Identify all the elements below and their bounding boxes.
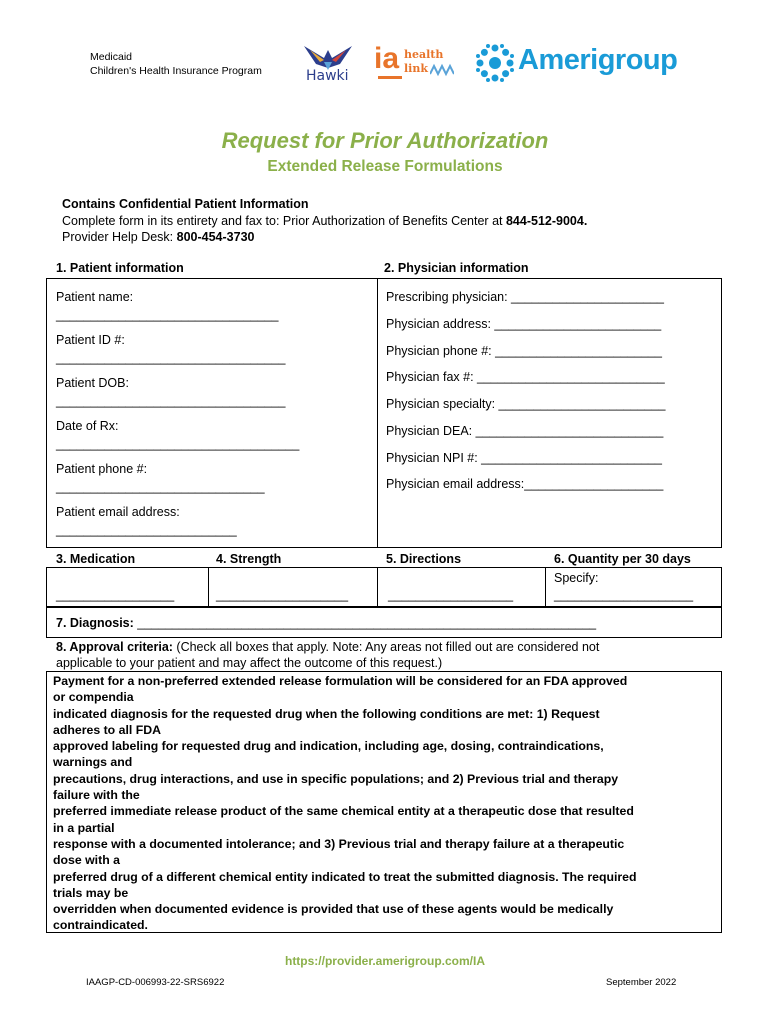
criteria-line: overridden when documented evidence is provided that use of these agents would be medically — [53, 902, 614, 917]
date-of-rx-field[interactable]: ___________________________________ — [56, 437, 300, 451]
medication-field[interactable]: _________________ — [56, 588, 175, 602]
physician-fax-field[interactable]: Physician fax #: ___________________________ — [386, 370, 665, 384]
patient-email-label: Patient email address: — [56, 505, 180, 519]
patient-dob-label: Patient DOB: — [56, 376, 129, 390]
physician-specialty-field[interactable]: Physician specialty: ________________________ — [386, 397, 666, 411]
amerigroup-logo — [474, 38, 684, 86]
physician-npi-field[interactable]: Physician NPI #: __________________________ — [386, 451, 662, 465]
criteria-line: indicated diagnosis for the requested drug when the following conditions are met: 1) Request — [53, 706, 600, 721]
criteria-line: response with a documented intolerance; and 3) Previous trial and therapy failure at a therapeutic — [53, 836, 625, 851]
program-line-2: Children's Health Insurance Program — [90, 65, 262, 77]
medication-heading: 3. Medication — [56, 552, 136, 566]
patient-id-label: Patient ID #: — [56, 333, 125, 347]
diagnosis-row — [56, 616, 596, 630]
form-title: Request for Prior Authorization — [221, 128, 549, 153]
approval-note-1: (Check all boxes that apply. Note: Any areas not filled out are considered not — [172, 640, 600, 654]
fax-number: 844-512-9004. — [505, 213, 588, 228]
patient-phone-field[interactable]: ______________________________ — [56, 480, 265, 494]
ia-text: ia — [374, 42, 400, 75]
quantity-heading: 6. Quantity per 30 days — [554, 552, 691, 566]
ia-wave-icon — [430, 62, 454, 78]
amerigroup-text: Amerigroup — [518, 44, 678, 76]
hawki-text: Hawki — [306, 68, 349, 84]
physician-info-heading: 2. Physician information — [384, 261, 529, 275]
patient-info-heading: 1. Patient information — [56, 261, 184, 275]
quantity-field[interactable]: ____________________ — [554, 588, 694, 602]
form-date: September 2022 — [606, 977, 677, 988]
criteria-line: approved labeling for requested drug and indication, including age, dosing, contraindications, — [53, 739, 604, 754]
patient-email-field[interactable]: __________________________ — [56, 523, 237, 537]
hawki-logo — [300, 42, 356, 86]
directions-field[interactable]: __________________ — [388, 588, 514, 602]
physician-phone-field[interactable]: Physician phone #: ________________________ — [386, 344, 662, 358]
strength-field[interactable]: ___________________ — [216, 588, 349, 602]
form-code: IAAGP-CD-006993-22-SRS6922 — [86, 977, 225, 988]
criteria-line: adheres to all FDA — [53, 722, 161, 737]
approval-criteria-intro — [56, 639, 599, 671]
patient-name-field[interactable]: ________________________________ — [56, 308, 279, 322]
physician-email-field[interactable]: Physician email address:____________________ — [386, 477, 664, 491]
diagnosis-label: 7. Diagnosis: — [56, 616, 134, 630]
ia-sub-health: health — [404, 48, 444, 61]
criteria-line: warnings and — [53, 755, 133, 770]
intro-block — [62, 196, 587, 246]
criteria-line: preferred immediate release product of the same chemical entity at a therapeutic dose that resulted — [53, 804, 634, 819]
physician-address-field[interactable]: Physician address: ________________________ — [386, 317, 662, 331]
approval-note-2: applicable to your patient and may affect the outcome of this request.) — [56, 656, 443, 670]
prescribing-physician-field[interactable]: Prescribing physician: ______________________ — [386, 290, 664, 304]
criteria-line: Payment for a non-preferred extended release formulation will be considered for an FDA approved — [53, 674, 628, 688]
criteria-line: failure with the — [53, 788, 140, 803]
patient-name-label: Patient name: — [56, 290, 134, 304]
ia-health-link-logo — [374, 42, 458, 86]
approval-criteria-label: 8. Approval criteria: — [56, 640, 173, 654]
ia-sub-link: link — [404, 62, 428, 75]
criteria-line: trials may be — [53, 885, 129, 900]
confidential-notice: Contains Confidential Patient Information — [62, 197, 309, 211]
amerigroup-burst-icon — [474, 42, 516, 84]
approval-criteria-box — [46, 671, 722, 933]
criteria-line: dose with a — [53, 853, 120, 868]
quantity-specify-label: Specify: — [554, 571, 599, 585]
patient-id-field[interactable]: _________________________________ — [56, 351, 286, 365]
physician-dea-field[interactable]: Physician DEA: ___________________________ — [386, 424, 664, 438]
date-of-rx-label: Date of Rx: — [56, 419, 119, 433]
criteria-line: in a partial — [53, 820, 115, 835]
criteria-line: preferred drug of a different chemical entity indicated to treat the submitted diagnosis. The required — [53, 869, 637, 884]
footer-url-link[interactable]: https://provider.amerigroup.com/IA — [284, 954, 486, 968]
patient-phone-label: Patient phone #: — [56, 462, 148, 476]
help-desk-number: 800-454-3730 — [176, 230, 255, 244]
criteria-line: contraindicated. — [53, 918, 148, 933]
help-desk: Provider Help Desk: 800-454-3730 — [62, 230, 255, 244]
patient-dob-field[interactable]: _________________________________ — [56, 394, 286, 408]
criteria-line: or compendia — [53, 690, 134, 705]
strength-heading: 4. Strength — [216, 552, 282, 566]
fax-instruction: Complete form in its entirety and fax to: Prior Authorization of Benefits Center at 844-512-9004. — [62, 213, 588, 228]
criteria-line: precautions, drug interactions, and use in specific populations; and 2) Previous trial and therapy — [53, 771, 619, 786]
program-line-1: Medicaid — [90, 51, 133, 63]
diagnosis-field[interactable]: __________________________________________________________________ — [137, 616, 597, 630]
program-name — [90, 50, 262, 78]
form-subtitle: Extended Release Formulations — [267, 158, 503, 175]
directions-heading: 5. Directions — [386, 552, 462, 566]
